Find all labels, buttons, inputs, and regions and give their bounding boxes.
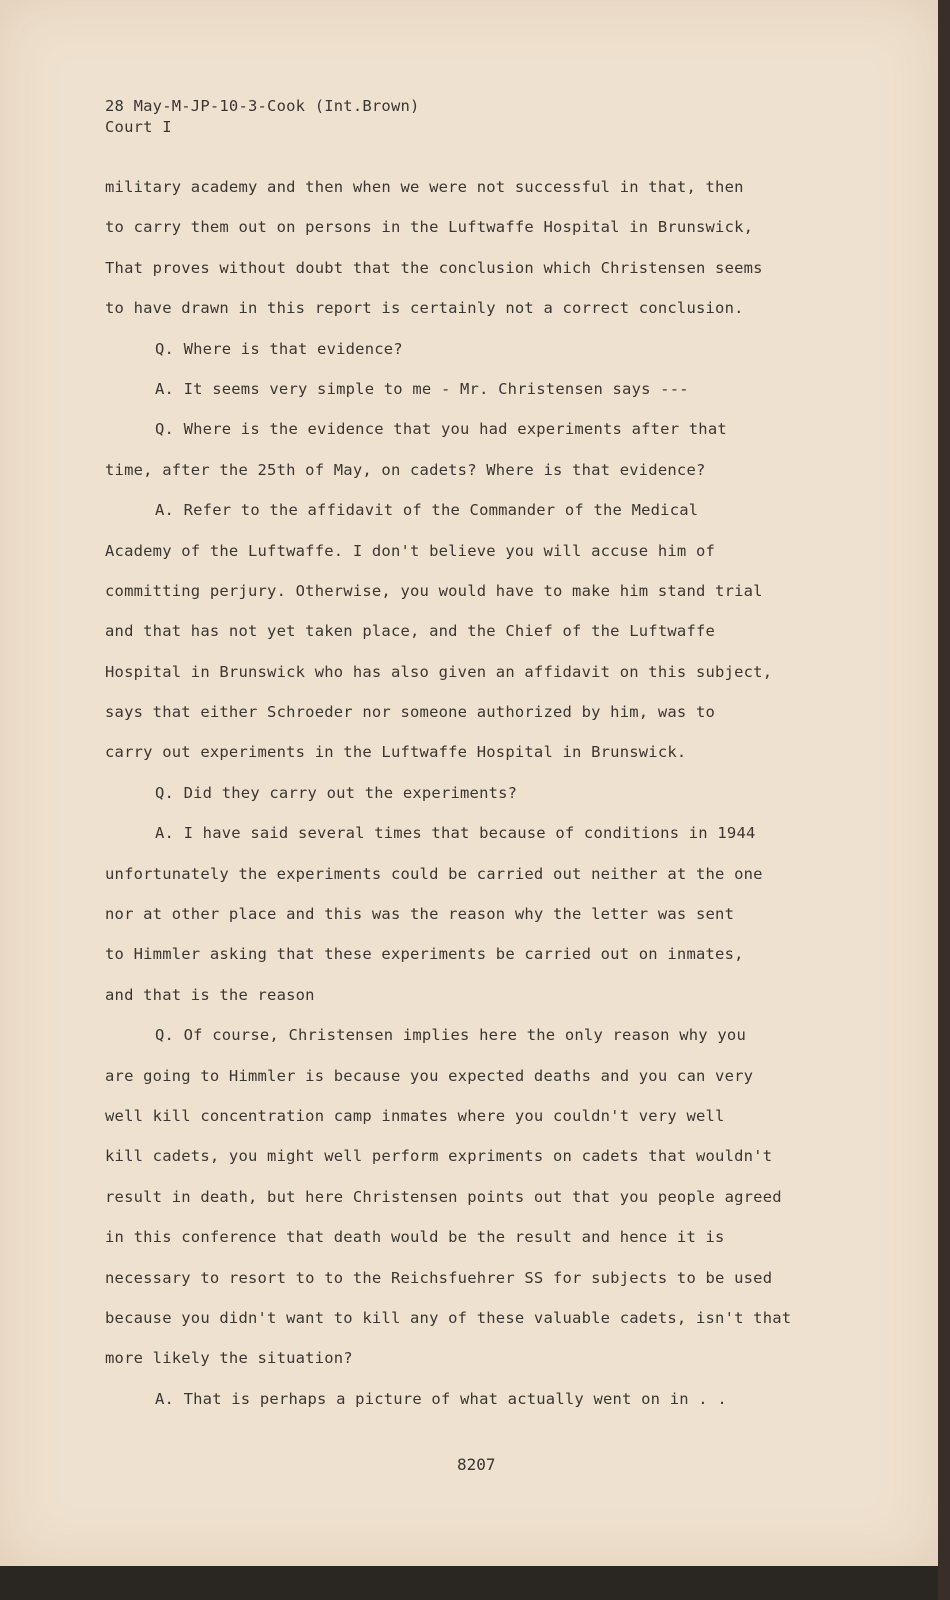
page-number: 8207	[457, 1455, 496, 1474]
transcript-line: to have drawn in this report is certainly not a correct conclusion.	[105, 299, 744, 318]
transcript-line: are going to Himmler is because you expected deaths and you can very	[105, 1066, 754, 1085]
header-session-line: 28 May-M-JP-10-3-Cook (Int.Brown)	[105, 97, 420, 115]
transcript-body	[105, 176, 791, 1428]
transcript-line: carry out experiments in the Luftwaffe Hospital in Brunswick.	[105, 743, 687, 762]
transcript-line: unfortunately the experiments could be carried out neither at the one	[105, 864, 763, 883]
transcript-line: committing perjury. Otherwise, you would have to make him stand trial	[105, 581, 763, 600]
transcript-line: Hospital in Brunswick who has also given an affidavit on this subject,	[105, 662, 773, 681]
transcript-line: Academy of the Luftwaffe. I don't believe you will accuse him of	[105, 541, 716, 560]
transcript-line: and that is the reason	[105, 985, 315, 1004]
transcript-line: and that has not yet taken place, and the Chief of the Luftwaffe	[105, 622, 716, 641]
transcript-line: Q. Where is that evidence?	[155, 339, 403, 358]
transcript-line: military academy and then when we were not successful in that, then	[105, 178, 744, 196]
transcript-line: to Himmler asking that these experiments be carried out on inmates,	[105, 945, 744, 964]
transcript-line: well kill concentration camp inmates where you couldn't very well	[105, 1106, 725, 1125]
transcript-line: Q. Where is the evidence that you had experiments after that	[155, 420, 727, 439]
transcript-line: Q. Did they carry out the experiments?	[155, 783, 518, 802]
transcript-line: A. I have said several times that because of conditions in 1944	[155, 824, 756, 843]
transcript-line: A. It seems very simple to me - Mr. Christensen says ---	[155, 379, 689, 398]
transcript-line: result in death, but here Christensen points out that you people agreed	[105, 1187, 782, 1206]
header-court-line: Court I	[105, 118, 172, 136]
transcript-line: A. Refer to the affidavit of the Commander of the Medical	[155, 501, 699, 520]
transcript-line: necessary to resort to to the Reichsfuehrer SS for subjects to be used	[105, 1268, 773, 1287]
transcript-line: time, after the 25th of May, on cadets? Where is that evidence?	[105, 460, 706, 479]
transcript-line: A. That is perhaps a picture of what actually went on in . .	[155, 1389, 727, 1408]
transcript-line: to carry them out on persons in the Luftwaffe Hospital in Brunswick,	[105, 218, 754, 237]
document-header	[105, 96, 420, 138]
transcript-line: nor at other place and this was the reason why the letter was sent	[105, 905, 735, 924]
page-edge	[938, 0, 950, 1600]
transcript-line: in this conference that death would be the result and hence it is	[105, 1228, 725, 1247]
transcript-line: Q. Of course, Christensen implies here the only reason why you	[155, 1026, 746, 1045]
transcript-line: says that either Schroeder nor someone authorized by him, was to	[105, 703, 716, 722]
transcript-line: kill cadets, you might well perform expriments on cadets that wouldn't	[105, 1147, 773, 1166]
transcript-line: because you didn't want to kill any of these valuable cadets, isn't that	[105, 1308, 792, 1327]
transcript-line: more likely the situation?	[105, 1349, 353, 1368]
transcript-line: That proves without doubt that the conclusion which Christensen seems	[105, 258, 763, 277]
